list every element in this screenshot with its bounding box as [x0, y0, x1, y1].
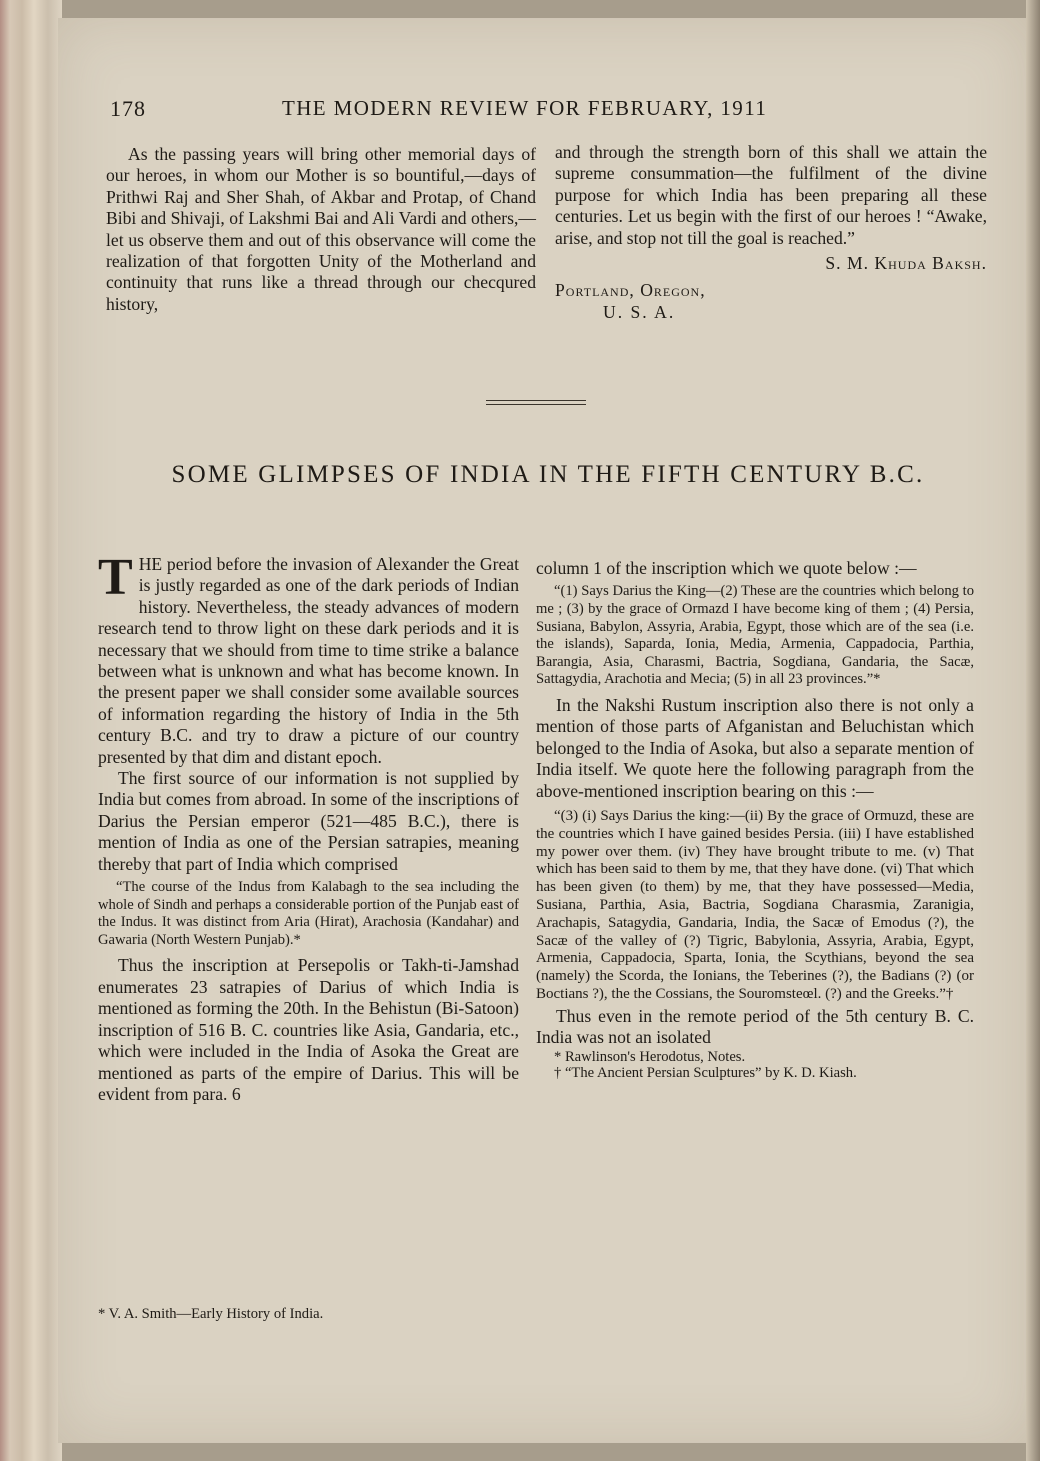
- article-paragraph-6: Thus even in the remote period of the 5th century B. C. India was not an isolated: [536, 1005, 974, 1048]
- section-divider-top: [486, 400, 586, 401]
- drop-cap: T: [98, 549, 133, 606]
- footnote-left: * V. A. Smith—Early History of India.: [98, 1306, 324, 1322]
- previous-article-paragraph: As the passing years will bring other memorial days of our heroes, in whom our Mother is so bountiful,—days of Prithwi Raj and Sher Shah, of Akbar and Protap, of Chand Bibi and Shivaji, of Lakshmi Bai and Ali Vardi and others,—let us observe them and out of this observance will come the realization of that forgotten Unity of the Motherland and continuity that runs like a thread through our checqured history,: [106, 144, 536, 314]
- article-paragraph-2: The first source of our information is not supplied by India but comes from abroad. In some of the inscriptions of Darius the Persian emperor (521—485 B.C.), there is mention of India as one of the Persian satrapies, meaning thereby that part of India which comprised: [98, 768, 519, 874]
- running-header: [110, 96, 870, 126]
- article-paragraph-3: Thus the inscription at Persepolis or Takh-ti-Jamshad enumerates 23 satrapies of Darius of which India is mentioned as forming the 20th. In the Behistun (Bi-Satoon) inscription of 516 B. C. countries like Asia, Gandaria, etc., which were included in the India of Asoka the Great are mentioned as parts of the empire of Darius. This will be evident from para. 6: [98, 955, 519, 1104]
- previous-article-left-column: [106, 144, 536, 315]
- magazine-page: [58, 18, 1026, 1443]
- section-divider-bottom: [486, 404, 586, 405]
- block-quote-indus: “The course of the Indus from Kalabagh to the sea including the whole of Sindh and perhaps a considerable portion of the Punjab east of the Indus. It was distinct from Aria (Hirat), Arachosia (Kandahar) and Gawaria (North Western Punjab).*: [98, 879, 519, 948]
- footnotes-right: [536, 1049, 974, 1082]
- article-paragraph-1: HE period before the invasion of Alexander the Great is justly regarded as one of the dark periods of Indian history. Nevertheless, the steady advances of modern research tend to throw light on these dark periods and it is necessary that we should from time to time strike a balance between what is unknown and what has become known. In the present paper we shall consider some available sources of information regarding the history of India in the 5th century B.C. and try to draw a picture of our country presented by that dim and distant epoch.: [98, 554, 519, 767]
- article-paragraph-4: column 1 of the inscription which we quote below :—: [536, 558, 917, 578]
- running-title: THE MODERN REVIEW FOR FEBRUARY, 1911: [282, 96, 768, 120]
- book-spine-edge: [0, 0, 62, 1461]
- article-paragraph-5: In the Nakshi Rustum inscription also there is not only a mention of those parts of Afganistan and Beluchistan which belonged to the India of Asoka, but also a separate mention of India itself. We quote here the following paragraph from the above-mentioned inscription bearing on this :—: [536, 694, 974, 801]
- footnote-kiash: † “The Ancient Persian Sculptures” by K. D. Kiash.: [554, 1065, 857, 1082]
- page-number: 178: [110, 96, 146, 121]
- place-line-1: Portland, Oregon,: [555, 280, 706, 301]
- place-line-2: U. S. A.: [603, 301, 676, 322]
- article-left-column: [98, 549, 519, 1105]
- author-signature: S. M. Khuda Baksh.: [825, 253, 987, 274]
- block-quote-behistun: “(1) Says Darius the King—(2) These are the countries which belong to me ; (3) by the grace of Ormazd I have become king of them ; (4) Persia, Susiana, Babylon, Assyria, Arabia, Egypt, those which are of the sea (i.e. the islands), Saparda, Ionia, Media, Armenia, Cappadocia, Parthia, Barangia, Asia, Charasmi, Bactria, Sogdiana, Gandaria, the Sacæ, Sattagydia, Arachotia and Mecia; (5) in all 23 provinces.”*: [536, 583, 974, 688]
- article-title: SOME GLIMPSES OF INDIA IN THE FIFTH CENTURY B.C.: [171, 461, 925, 488]
- footnote-rawlinson: * Rawlinson's Herodotus, Notes.: [554, 1048, 746, 1065]
- previous-article-right-column: [555, 142, 987, 323]
- article-right-column: [536, 558, 974, 1082]
- block-quote-nakshi-rustum: “(3) (i) Says Darius the king:—(ii) By the grace of Ormuzd, these are the countries which I have gained besides Persia. (iii) I have established my power over them. (iv) They have brought tribute to me. (v) That which has been said to them by me, that they have done. (vi) That which has been given (to them) by me, that they have possessed—Media, Susiana, Parthia, Asia, Bactria, Sogdiana Charasmia, Zaranigia, Arachapis, Satagydia, Gandaria, India, the Sacæ of Emodus (?), the Sacæ of the valley of (?) Tigric, Babylonia, Assyria, Arabia, Egypt, Armenia, Cappadocia, Sparta, Ionia, the Scythians, beyond the sea (namely) the Scorda, the Ionians, the Teberines (?), the Badians (?) (or Boctians ?), the the Cossians, the Souromsteœl. (?) and the Greeks.”†: [536, 808, 974, 1002]
- previous-article-paragraph-continued: and through the strength born of this shall we attain the supreme consummation—the fulfilment of the divine purpose for which India has been preparing all these centuries. Let us begin with the first of our heroes ! “Awake, arise, and stop not till the goal is reached.”: [555, 142, 987, 248]
- page-edge-right: [1026, 0, 1040, 1461]
